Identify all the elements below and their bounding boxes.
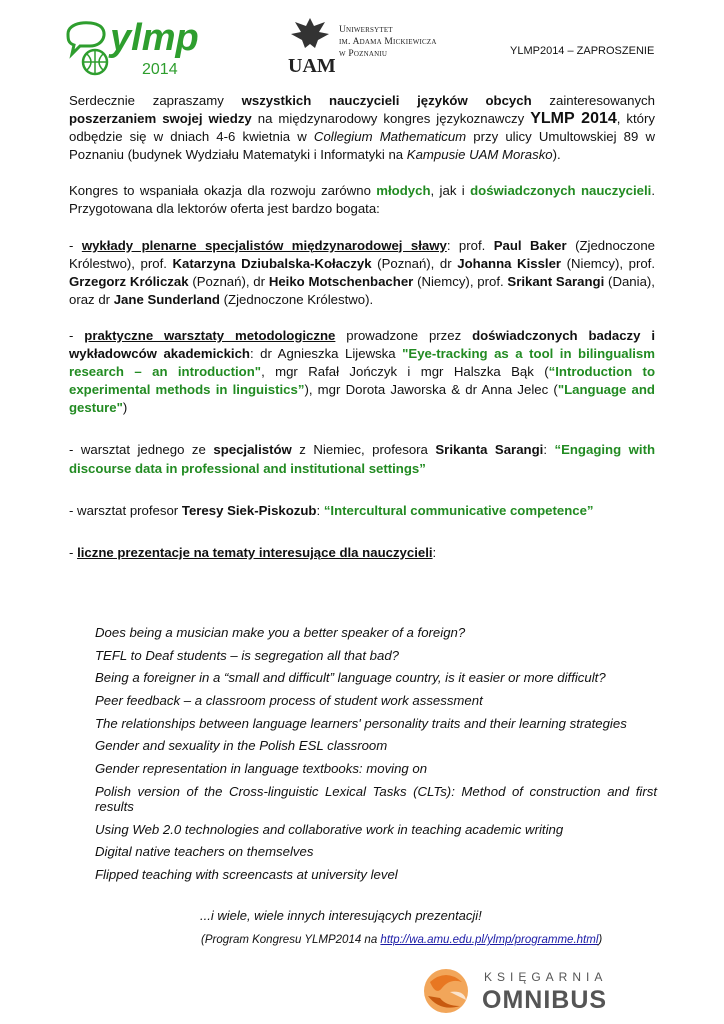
plenary-lectures-paragraph: - wykłady plenarne specjalistów międzynarodowej sławy: prof. Paul Baker (Zjednoczone Królestwo), prof. Katarzyna Dziubalska-Kołaczyk (Poznań), dr Johanna Kissler (Niemcy), prof. Grzegorz Króliczak (Poznań), dr Heiko Motschenbacher (Niemcy), prof. Srikant Sarangi (Dania), oraz dr Jane Sunderland (Zjednoczone Królestwo). <box>69 237 656 307</box>
letter-body <box>69 90 655 562</box>
presentation-topics-list <box>95 625 657 890</box>
uam-logo <box>285 14 460 78</box>
uam-line-3: w Poznaniu <box>339 49 388 59</box>
omnibus-bottom-text: OMNIBUS <box>482 986 608 1014</box>
sarangi-workshop-paragraph: - warsztat jednego ze specjalistów z Niemiec, profesora Srikanta Sarangi: “Engaging with discourse data in professional and institutional settings” <box>69 442 656 476</box>
intro-paragraph-1: Serdecznie zapraszamy wszystkich nauczycieli języków obcych zainteresowanych poszerzaniem swojej wiedzy na międzynarodowy kongres językoznawczy YLMP 2014, który odbędzie się w dniach 4-6 kwietnia w Collegium Mathematicum przy ulicy Umultowskiej 89 w Poznaniu (budynek Wydziału Matematyki i Informatyki na Kampusie UAM Morasko). <box>69 93 656 163</box>
uam-line-2: im. Adama Mickiewicza <box>339 37 437 47</box>
topic-item: TEFL to Deaf students – is segregation all that bad? <box>95 647 399 663</box>
program-link[interactable]: http://wa.amu.edu.pl/ylmp/programme.html <box>380 934 599 946</box>
ylmp-logo <box>60 12 210 82</box>
intro-paragraph-2: Kongres to wspaniała okazja dla rozwoju zarówno młodych, jak i doświadczonych nauczycieli. Przygotowana dla lektorów oferta jest bardzo bogata: <box>69 183 655 217</box>
eagle-emblem-icon <box>285 14 335 78</box>
siek-workshop-paragraph: - warsztat profesor Teresy Siek-Piskozub: “Intercultural communicative competence” <box>69 502 594 518</box>
topic-item: Gender representation in language textbooks: moving on <box>95 761 428 777</box>
workshops-paragraph: - praktyczne warsztaty metodologiczne prowadzone przez doświadczonych badaczy i wykładowców akademickich: dr Agnieszka Lijewska "Eye-tracking as a tool in bilingualism research – an introduction", mgr Rafał Jończyk i mgr Halszka Bąk (“Introduction to experimental methods in linguistics”), mgr Dorota Jaworska & dr Anna Jelec ("Language and gesture") <box>69 327 656 416</box>
omnibus-top-text: KSIĘGARNIA <box>484 970 608 984</box>
topic-item: Peer feedback – a classroom process of student work assessment <box>95 693 483 709</box>
program-note: (Program Kongresu YLMP2014 na http://wa.amu.edu.pl/ylmp/programme.html) <box>201 934 603 946</box>
topic-item: Does being a musician make you a better speaker of a foreign? <box>95 625 466 640</box>
closing-line: ...i wiele, wiele innych interesujących prezentacji! <box>200 908 482 923</box>
topic-item: Gender and sexuality in the Polish ESL classroom <box>95 738 388 754</box>
page-header <box>0 0 724 90</box>
topic-item: The relationships between language learners' personality traits and their learning strategies <box>95 715 627 731</box>
ylmp-logo-year: 2014 <box>142 61 178 78</box>
topic-item: Polish version of the Cross-linguistic Lexical Tasks (CLTs): Method of construction and first results <box>95 783 657 814</box>
omnibus-swirl-icon <box>424 969 468 1013</box>
topic-item: Using Web 2.0 technologies and collaborative work in teaching academic writing <box>95 821 564 837</box>
uam-mark: UAM <box>288 55 335 77</box>
omnibus-logo <box>420 962 630 1020</box>
uam-line-1: Uniwersytet <box>339 25 393 35</box>
topic-item: Being a foreigner in a “small and difficult” language country, is it easier or more difficult? <box>95 670 606 686</box>
header-label: YLMP2014 – ZAPROSZENIE <box>510 45 655 57</box>
topic-item: Digital native teachers on themselves <box>95 844 314 860</box>
presentations-heading: - liczne prezentacje na tematy interesujące dla nauczycieli: <box>69 544 437 560</box>
ylmp-logo-text: ylmp <box>110 17 199 59</box>
topic-item: Flipped teaching with screencasts at university level <box>95 866 398 882</box>
